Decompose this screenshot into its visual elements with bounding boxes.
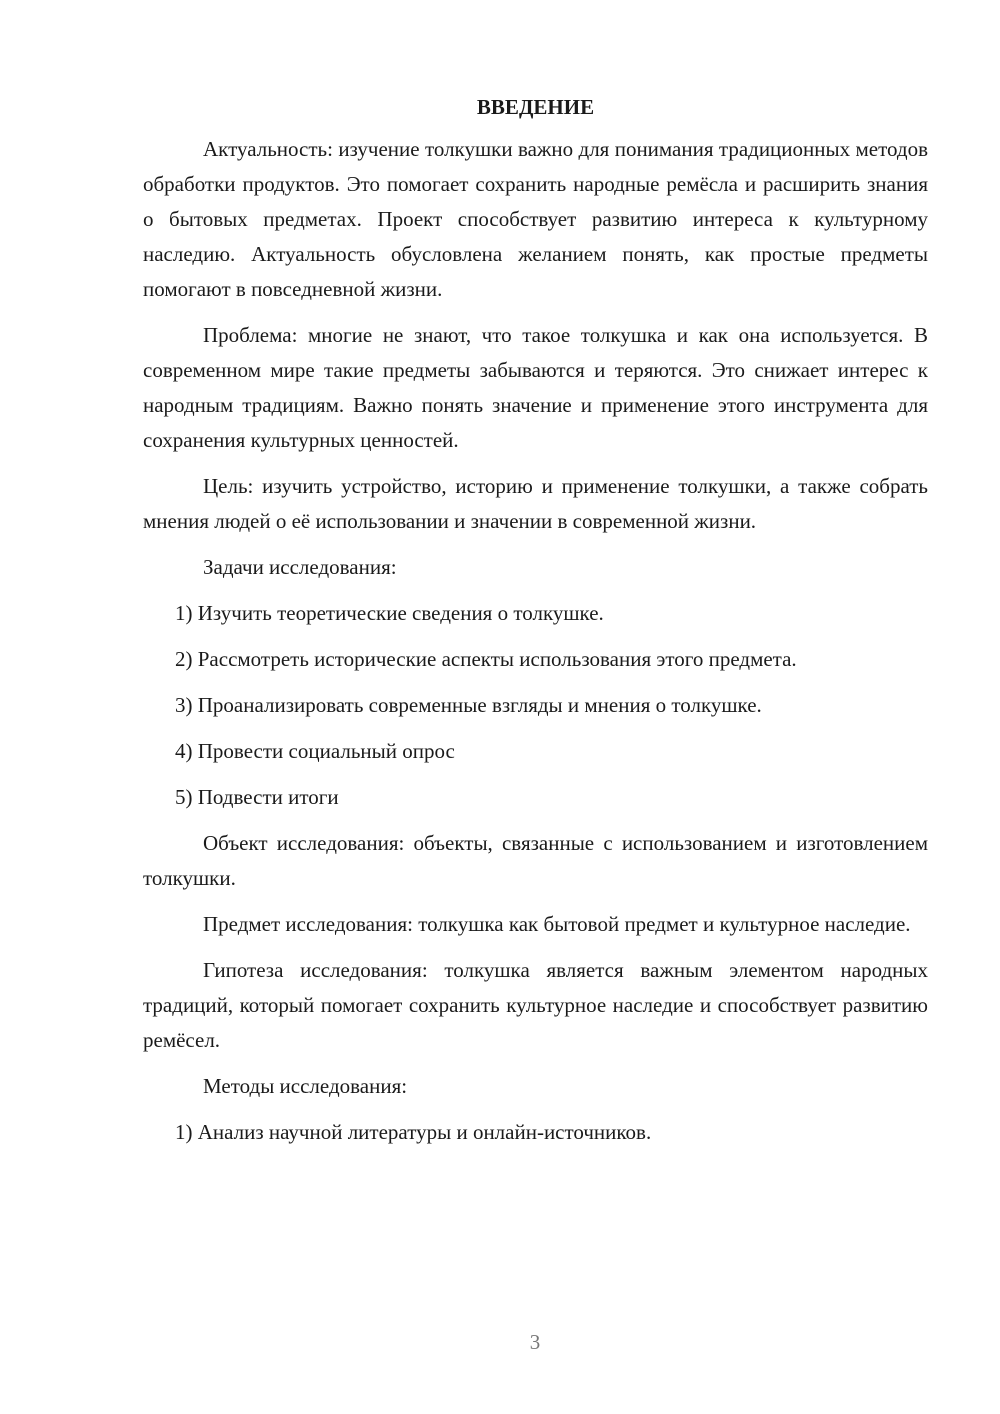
object-paragraph: Объект исследования: объекты, связанные с использованием и изготовлением толкушки.: [143, 831, 928, 890]
subject-paragraph: Предмет исследования: толкушка как бытовой предмет и культурное наследие.: [203, 912, 911, 936]
goal-paragraph: Цель: изучить устройство, историю и применение толкушки, а также собрать мнения людей о её использовании и значении в современной жизни.: [143, 474, 928, 533]
methods-heading: Методы исследования:: [203, 1074, 408, 1098]
list-item: 3) Проанализировать современные взгляды и мнения о толкушке.: [175, 693, 762, 717]
list-item: 2) Рассмотреть исторические аспекты использования этого предмета.: [175, 647, 797, 671]
relevance-paragraph: Актуальность: изучение толкушки важно для понимания традиционных методов обработки продуктов. Это помогает сохранить народные ремёсла и расширить знания о бытовых предметах. Проект способствует развитию интереса к культурному наследию. Актуальность обусловлена желанием понять, как простые предметы помогают в повседневной жизни.: [143, 137, 928, 301]
tasks-list: [143, 596, 928, 815]
page-number: 3: [529, 1330, 541, 1354]
document-page: [143, 90, 928, 1161]
list-item: 1) Анализ научной литературы и онлайн-источников.: [175, 1120, 652, 1144]
page-title: ВВЕДЕНИЕ: [476, 95, 595, 119]
problem-paragraph: Проблема: многие не знают, что такое толкушка и как она используется. В современном мире такие предметы забываются и теряются. Это снижает интерес к народным традициям. Важно понять значение и применение этого инструмента для сохранения культурных ценностей.: [143, 323, 928, 452]
hypothesis-paragraph: Гипотеза исследования: толкушка является важным элементом народных традиций, который помогает сохранить культурное наследие и способствует развитию ремёсел.: [143, 958, 928, 1052]
methods-list: [143, 1115, 928, 1150]
list-item: 4) Провести социальный опрос: [175, 739, 455, 763]
list-item: 5) Подвести итоги: [175, 785, 339, 809]
list-item: 1) Изучить теоретические сведения о толкушке.: [175, 601, 604, 625]
tasks-heading: Задачи исследования:: [203, 555, 397, 579]
